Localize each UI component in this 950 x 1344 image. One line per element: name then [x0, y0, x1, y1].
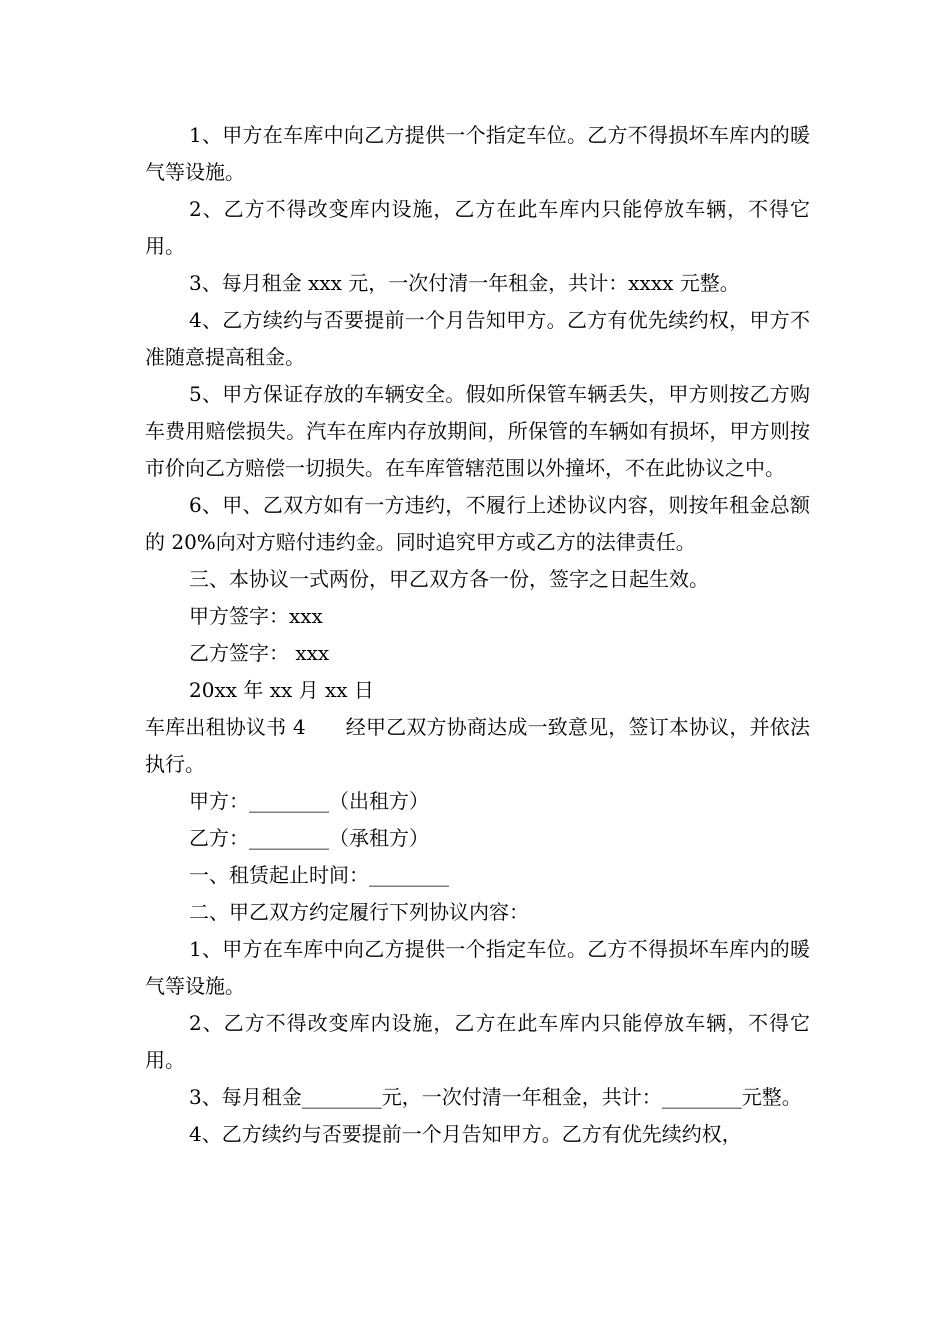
party-b-signature: 乙方签字： xxx	[189, 641, 330, 665]
clause-2-b: 2、乙方不得改变库内设施，乙方在此车库内只能停放车辆，不得它用。	[145, 1011, 810, 1072]
agreement-4-intro: 经甲乙双方协商达成一致意见，签订本协议，并依法执行。	[145, 715, 810, 776]
signing-date: 20xx 年 xx 月 xx 日	[189, 678, 374, 702]
agreement-4-intro-paragraph	[145, 709, 810, 783]
party-a-signature: 甲方签字：xxx	[189, 604, 323, 628]
clause-4-b: 4、乙方续约与否要提前一个月告知甲方。乙方有优先续约权，	[189, 1122, 742, 1146]
agreement-4-heading: 车库出租协议书 4	[145, 715, 306, 739]
lease-term: 一、租赁起止时间：________	[189, 863, 449, 887]
clause-5: 5、甲方保证存放的车辆安全。假如所保管车辆丢失，甲方则按乙方购车费用赔偿损失。汽车在库内存放期间，所保管的车辆如有损坏，甲方则按市价向乙方赔偿一切损失。在车库管辖范围以外撞坏，不在此协议之中。	[145, 382, 810, 480]
clause-4: 4、乙方续约与否要提前一个月告知甲方。乙方有优先续约权，甲方不准随意提高租金。	[145, 308, 810, 369]
clause-3: 3、每月租金 xxx 元，一次付清一年租金，共计：xxxx 元整。	[189, 271, 740, 295]
clause-effective: 三、本协议一式两份，甲乙双方各一份，签字之日起生效。	[189, 567, 709, 591]
party-a-line: 甲方：________（出租方）	[189, 789, 429, 813]
clause-2: 2、乙方不得改变库内设施，乙方在此车库内只能停放车辆，不得它用。	[145, 197, 810, 258]
clause-3-b: 3、每月租金________元，一次付清一年租金，共计：________元整。	[189, 1085, 802, 1109]
agreed-terms-heading: 二、甲乙双方约定履行下列协议内容：	[189, 900, 529, 924]
clause-6: 6、甲、乙双方如有一方违约，不履行上述协议内容，则按年租金总额的 20%向对方赔付违约金。同时追究甲方或乙方的法律责任。	[145, 493, 810, 554]
clause-1-b: 1、甲方在车库中向乙方提供一个指定车位。乙方不得损坏车库内的暖气等设施。	[145, 937, 810, 998]
document-body	[145, 117, 810, 1153]
clause-1: 1、甲方在车库中向乙方提供一个指定车位。乙方不得损坏车库内的暖气等设施。	[145, 123, 810, 184]
party-b-line: 乙方：________（承租方）	[189, 826, 429, 850]
